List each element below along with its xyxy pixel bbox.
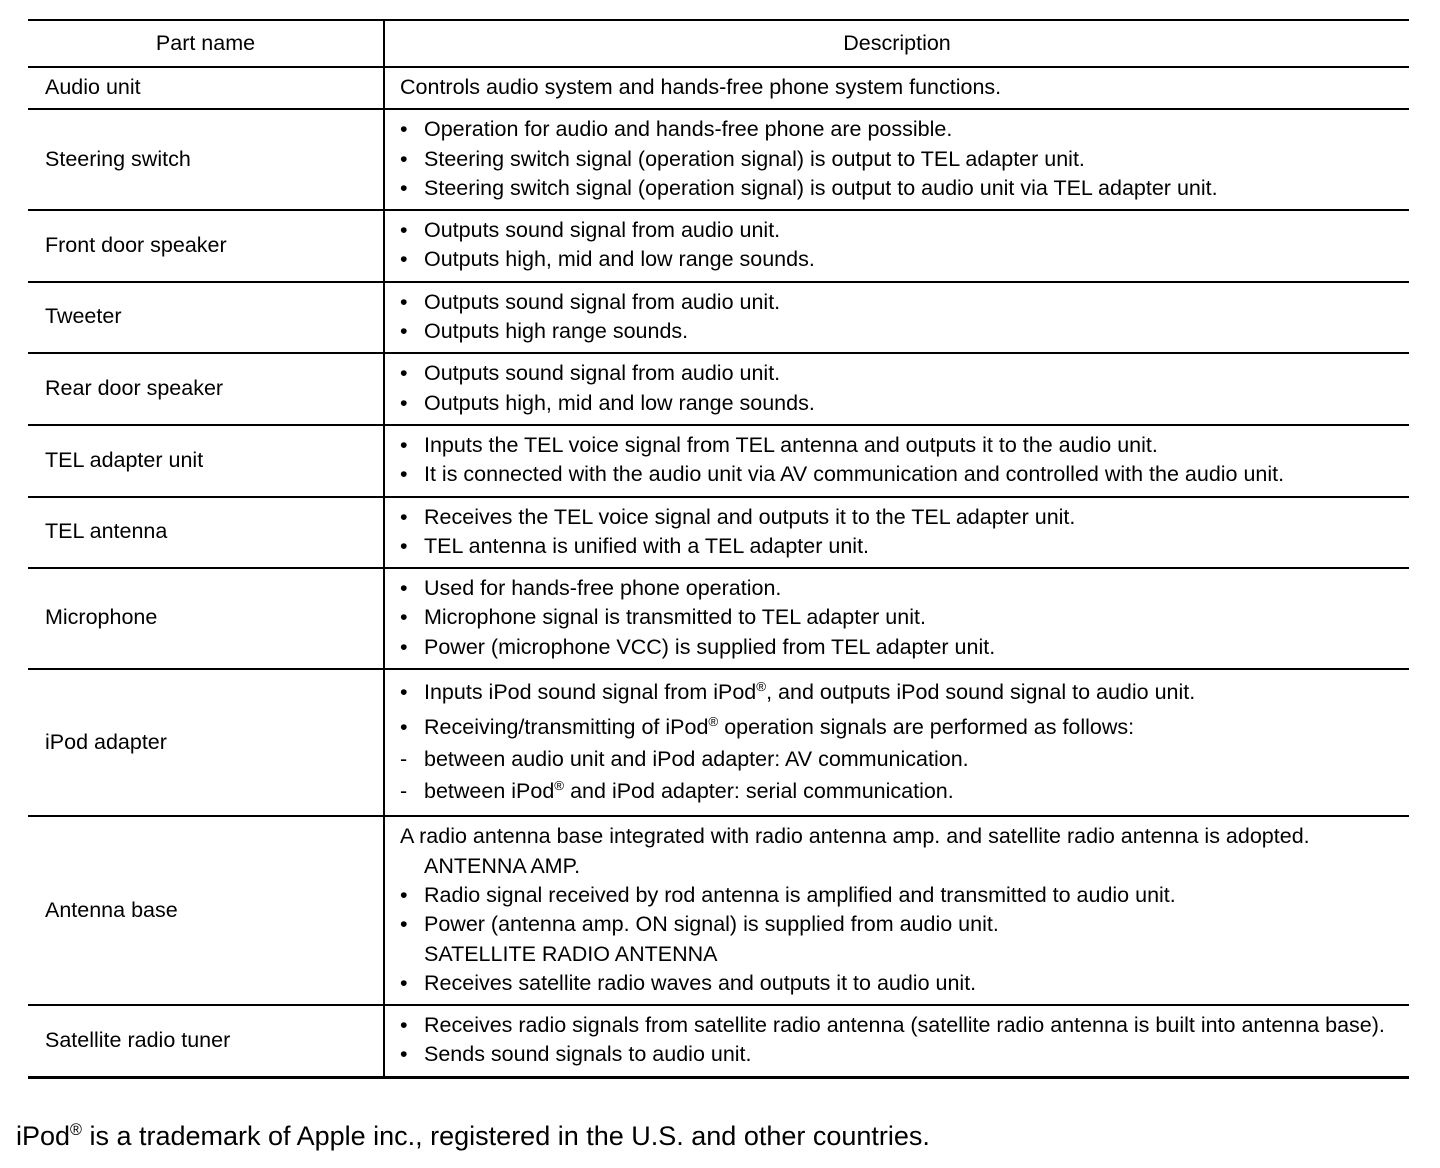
description-cell — [384, 109, 1409, 210]
description-text — [424, 245, 1401, 274]
description-text — [424, 216, 1401, 245]
description-text — [424, 1040, 1401, 1069]
description-line — [400, 910, 1401, 939]
header-part-name: Part name — [28, 20, 384, 67]
description-cell — [384, 816, 1409, 1005]
description-line — [400, 359, 1401, 388]
bullet-marker: • — [400, 912, 408, 937]
description-text — [424, 881, 1401, 910]
text-segment: Operation for audio and hands-free phone are possible. — [424, 117, 953, 142]
bullet-marker: • — [400, 361, 408, 386]
text-segment: Outputs high range sounds. — [424, 319, 689, 344]
description-text — [424, 745, 1401, 774]
description-cell — [384, 497, 1409, 569]
text-segment: Controls audio system and hands-free phone system functions. — [400, 75, 1002, 99]
description-text — [424, 574, 1401, 603]
text-segment: Power (microphone VCC) is supplied from TEL adapter unit. — [424, 634, 996, 659]
registered-mark: ® — [70, 1121, 82, 1139]
text-segment: between iPod — [424, 779, 555, 804]
table-row — [28, 816, 1409, 1005]
description-line — [400, 288, 1401, 317]
description-line — [400, 710, 1401, 745]
header-description: Description — [384, 20, 1409, 67]
description-text — [424, 317, 1401, 346]
parts-description-table — [28, 19, 1409, 1079]
bullet-marker: • — [400, 605, 408, 630]
description-text — [424, 389, 1401, 418]
bullet-marker: • — [400, 218, 408, 243]
bullet-marker: • — [400, 715, 408, 740]
text-segment: Inputs the TEL voice signal from TEL antenna and outputs it to the audio unit. — [424, 432, 1158, 457]
bullet-marker: • — [400, 146, 408, 171]
text-segment: Receiving/transmitting of iPod — [424, 715, 709, 740]
description-cell — [384, 210, 1409, 282]
description-line — [400, 460, 1401, 489]
description-text — [424, 1011, 1401, 1040]
text-segment: TEL antenna is unified with a TEL adapter unit. — [424, 533, 870, 558]
description-line — [400, 774, 1401, 809]
part-name-cell: Steering switch — [28, 109, 384, 210]
description-text — [424, 288, 1401, 317]
description-cell — [384, 568, 1409, 669]
bullet-marker: • — [400, 390, 408, 415]
description-text — [424, 174, 1401, 203]
bullet-marker: • — [400, 634, 408, 659]
description-text — [424, 603, 1401, 632]
table-row — [28, 425, 1409, 497]
description-text — [400, 822, 1401, 851]
description-line — [400, 1040, 1401, 1069]
description-line — [400, 115, 1401, 144]
bullet-marker: • — [400, 1042, 408, 1067]
description-line — [400, 852, 1401, 881]
part-name-cell: TEL adapter unit — [28, 425, 384, 497]
description-line — [400, 881, 1401, 910]
description-line — [400, 532, 1401, 561]
text-segment: and iPod adapter: serial communication. — [564, 779, 954, 804]
description-text — [400, 940, 1401, 969]
text-segment: It is connected with the audio unit via AV communication and controlled with the audio unit. — [424, 462, 1285, 487]
description-cell — [384, 282, 1409, 354]
text-segment: , and outputs iPod sound signal to audio unit. — [766, 680, 1196, 705]
text-segment: Used for hands-free phone operation. — [424, 576, 782, 601]
description-line — [400, 574, 1401, 603]
bullet-marker: • — [400, 970, 408, 995]
description-text — [424, 359, 1401, 388]
description-text — [424, 503, 1401, 532]
description-text — [424, 774, 1401, 809]
text-segment: Outputs sound signal from audio unit. — [424, 218, 781, 243]
footnote-text: is a trademark of Apple inc., registered in the U.S. and other countries. — [81, 1121, 930, 1151]
text-segment: Inputs iPod sound signal from iPod — [424, 680, 757, 705]
description-line — [400, 389, 1401, 418]
description-line — [400, 822, 1401, 851]
description-text — [424, 431, 1401, 460]
description-text — [424, 969, 1401, 998]
description-line — [400, 503, 1401, 532]
part-name-cell: iPod adapter — [28, 669, 384, 816]
description-line — [400, 633, 1401, 662]
text-segment: Steering switch signal (operation signal) is output to TEL adapter unit. — [424, 146, 1085, 171]
bullet-marker: • — [400, 533, 408, 558]
text-segment: Sends sound signals to audio unit. — [424, 1042, 752, 1067]
bullet-marker: • — [400, 432, 408, 457]
bullet-marker: • — [400, 462, 408, 487]
registered-mark: ® — [756, 678, 767, 694]
text-segment: Steering switch signal (operation signal) is output to audio unit via TEL adapter unit. — [424, 175, 1218, 200]
part-name-cell: Satellite radio tuner — [28, 1005, 384, 1077]
text-segment: Outputs high, mid and low range sounds. — [424, 247, 815, 272]
description-text — [424, 675, 1401, 710]
description-line — [400, 145, 1401, 174]
description-line — [400, 245, 1401, 274]
bullet-marker: • — [400, 680, 408, 705]
bullet-marker: • — [400, 117, 408, 142]
description-cell — [384, 425, 1409, 497]
bullet-marker: • — [400, 289, 408, 314]
text-segment: Outputs sound signal from audio unit. — [424, 289, 781, 314]
text-segment: Outputs high, mid and low range sounds. — [424, 390, 815, 415]
description-text — [400, 852, 1401, 881]
table-row — [28, 669, 1409, 816]
bullet-marker: • — [400, 247, 408, 272]
description-cell — [384, 67, 1409, 109]
part-name-cell: TEL antenna — [28, 497, 384, 569]
dash-marker: - — [400, 779, 408, 804]
description-text — [424, 115, 1401, 144]
bullet-marker: • — [400, 175, 408, 200]
bullet-marker: • — [400, 882, 408, 907]
table-row — [28, 497, 1409, 569]
description-line — [400, 216, 1401, 245]
text-segment: Power (antenna amp. ON signal) is supplied from audio unit. — [424, 912, 999, 937]
registered-mark: ® — [708, 713, 719, 729]
text-segment: Outputs sound signal from audio unit. — [424, 361, 781, 386]
description-line — [400, 317, 1401, 346]
registered-mark: ® — [554, 778, 565, 794]
table-header — [28, 20, 1409, 67]
description-text — [424, 633, 1401, 662]
text-segment: Receives radio signals from satellite radio antenna (satellite radio antenna is built into antenna base). — [424, 1013, 1385, 1038]
table-row — [28, 568, 1409, 669]
text-segment: between audio unit and iPod adapter: AV communication. — [424, 747, 969, 772]
text-segment: ANTENNA AMP. — [424, 853, 581, 878]
text-segment: operation signals are performed as follows: — [718, 715, 1135, 740]
description-cell — [384, 353, 1409, 425]
description-cell — [384, 669, 1409, 816]
description-text — [400, 73, 1401, 102]
part-name-cell: Antenna base — [28, 816, 384, 1005]
trademark-footnote — [16, 1119, 930, 1153]
header-row — [28, 20, 1409, 67]
description-text — [424, 145, 1401, 174]
description-line — [400, 174, 1401, 203]
text-segment: Radio signal received by rod antenna is amplified and transmitted to audio unit. — [424, 882, 1176, 907]
part-name-cell: Microphone — [28, 568, 384, 669]
part-name-cell: Front door speaker — [28, 210, 384, 282]
bullet-marker: • — [400, 319, 408, 344]
bullet-marker: • — [400, 504, 408, 529]
footnote-brand: iPod — [16, 1121, 71, 1151]
text-segment: A radio antenna base integrated with radio antenna amp. and satellite radio antenna is adopted. — [400, 824, 1310, 849]
text-segment: Microphone signal is transmitted to TEL adapter unit. — [424, 605, 926, 630]
table-row — [28, 109, 1409, 210]
table-row — [28, 210, 1409, 282]
description-line — [400, 603, 1401, 632]
text-segment: Receives satellite radio waves and outputs it to audio unit. — [424, 970, 977, 995]
table-body — [28, 67, 1409, 1077]
description-text — [424, 710, 1401, 745]
text-segment: SATELLITE RADIO ANTENNA — [424, 941, 718, 966]
bullet-marker: • — [400, 1013, 408, 1038]
description-line — [400, 675, 1401, 710]
part-name-cell: Audio unit — [28, 67, 384, 109]
description-line — [400, 1011, 1401, 1040]
table-row — [28, 67, 1409, 109]
description-line — [400, 940, 1401, 969]
part-name-cell: Tweeter — [28, 282, 384, 354]
description-text — [424, 532, 1401, 561]
description-text — [424, 910, 1401, 939]
table-row — [28, 353, 1409, 425]
dash-marker: - — [400, 747, 408, 772]
description-line — [400, 431, 1401, 460]
part-name-cell: Rear door speaker — [28, 353, 384, 425]
description-line — [400, 969, 1401, 998]
description-text — [424, 460, 1401, 489]
description-line — [400, 745, 1401, 774]
description-line — [400, 73, 1401, 102]
description-cell — [384, 1005, 1409, 1077]
bullet-marker: • — [400, 576, 408, 601]
table-row — [28, 282, 1409, 354]
text-segment: Receives the TEL voice signal and outputs it to the TEL adapter unit. — [424, 504, 1076, 529]
table-row — [28, 1005, 1409, 1077]
